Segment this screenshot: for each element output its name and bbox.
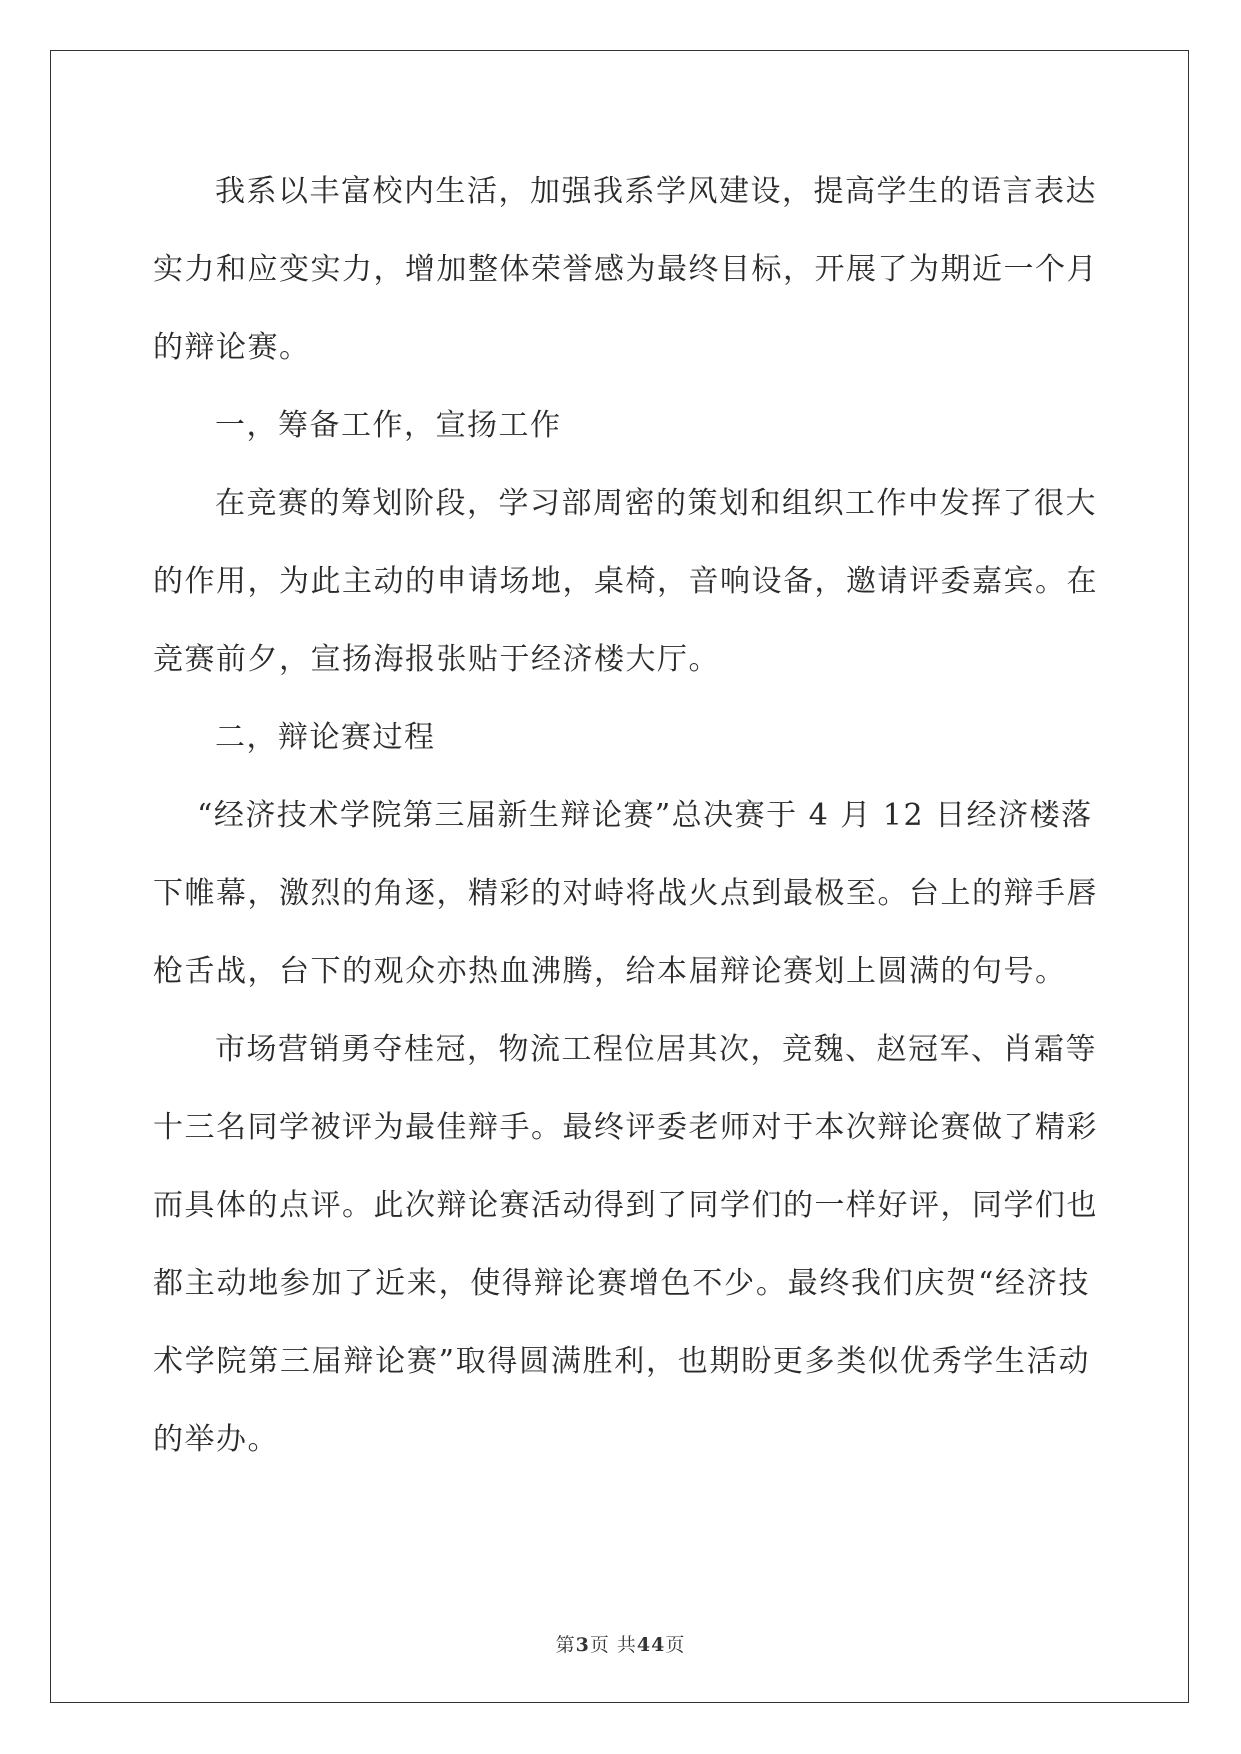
paragraph-line: 十三名同学被评为最佳辩手。最终评委老师对于本次辩论赛做了精彩 (153, 1110, 1098, 1145)
paragraph-line: 的作用，为此主动的申请场地，桌椅，音响设备，邀请评委嘉宾。在 (153, 564, 1098, 599)
paragraph-line: 市场营销勇夺桂冠，物流工程位居其次，竞魏、赵冠军、肖霜等 (215, 1032, 1097, 1067)
paragraph-line: 下帷幕，激烈的角逐，精彩的对峙将战火点到最极至。台上的辩手唇 (153, 876, 1098, 911)
footer-mid: 页 共 (589, 1634, 637, 1656)
paragraph-line: 实力和应变实力，增加整体荣誉感为最终目标，开展了为期近一个月 (153, 252, 1098, 287)
paragraph-line: 我系以丰富校内生活，加强我系学风建设，提高学生的语言表达 (215, 174, 1097, 209)
footer-suffix: 页 (665, 1634, 686, 1656)
paragraph-line: 而具体的点评。此次辩论赛活动得到了同学们的一样好评，同学们也 (153, 1188, 1098, 1223)
paragraph-line: 术学院第三届辩论赛”取得圆满胜利，也期盼更多类似优秀学生活动 (153, 1344, 1090, 1379)
section-heading: 一，筹备工作，宣扬工作 (215, 408, 562, 443)
page-footer (0, 1630, 1241, 1657)
paragraph-line: 在竞赛的筹划阶段，学习部周密的策划和组织工作中发挥了很大 (215, 486, 1097, 521)
section-heading: 二，辩论赛过程 (215, 720, 436, 755)
paragraph-line: 的举办。 (153, 1422, 279, 1457)
footer-total-pages: 44 (636, 1634, 666, 1656)
paragraph-line: 竞赛前夕，宣扬海报张贴于经济楼大厅。 (153, 642, 720, 677)
paragraph-line: “经济技术学院第三届新生辩论赛”总决赛于 4 月 12 日经济楼落 (197, 798, 1093, 833)
document-body (153, 162, 1098, 1488)
footer-prefix: 第 (555, 1634, 576, 1656)
paragraph-line: 都主动地参加了近来，使得辩论赛增色不少。最终我们庆贺“经济技 (153, 1266, 1090, 1301)
paragraph-line: 枪舌战，台下的观众亦热血沸腾，给本届辩论赛划上圆满的句号。 (153, 954, 1067, 989)
paragraph-line: 的辩论赛。 (153, 330, 311, 365)
footer-page-number: 3 (575, 1634, 590, 1656)
